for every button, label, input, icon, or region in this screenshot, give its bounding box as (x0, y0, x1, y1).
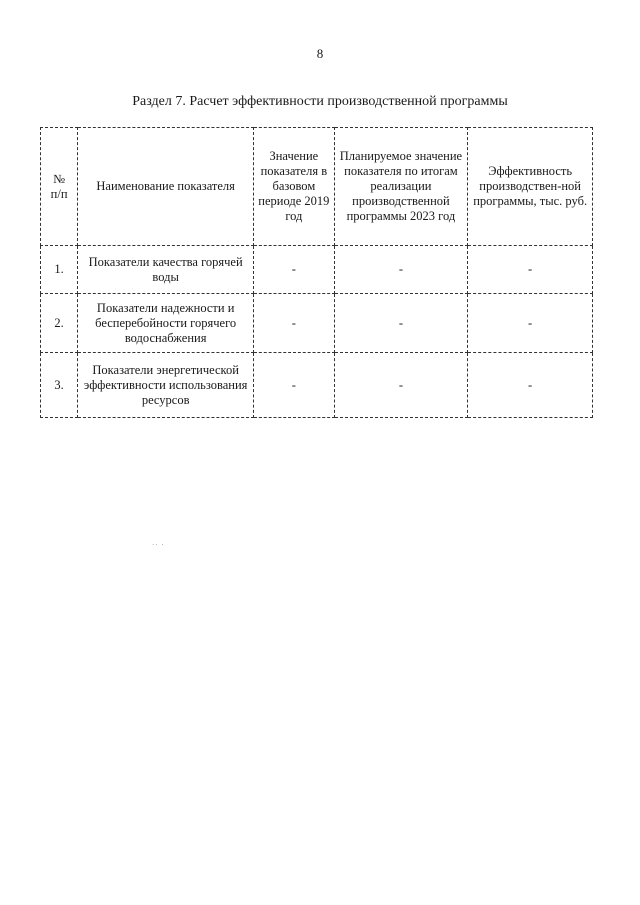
section-title: Раздел 7. Расчет эффективности производственной программы (132, 94, 508, 109)
row-efficiency: - (468, 294, 593, 353)
row-base-value: - (254, 294, 334, 353)
row-num: 1. (41, 246, 78, 294)
efficiency-table (40, 127, 593, 418)
row-planned-value: - (334, 353, 468, 418)
table-row (41, 246, 593, 294)
header-base-value: Значение показателя в базовом периоде 2019 год (254, 128, 334, 246)
header-efficiency: Эффективность производствен-ной программы, тыс. руб. (468, 128, 593, 246)
table-header-row (41, 128, 593, 246)
row-name: Показатели качества горячей воды (78, 246, 254, 294)
table-body (41, 246, 593, 418)
row-base-value: - (254, 246, 334, 294)
row-num: 2. (41, 294, 78, 353)
header-num: № п/п (41, 128, 78, 246)
row-name: Показатели энергетической эффективности использования ресурсов (78, 353, 254, 418)
row-num: 3. (41, 353, 78, 418)
row-efficiency: - (468, 246, 593, 294)
row-efficiency: - (468, 353, 593, 418)
page-number: 8 (316, 46, 324, 61)
header-name: Наименование показателя (78, 128, 254, 246)
row-base-value: - (254, 353, 334, 418)
row-planned-value: - (334, 246, 468, 294)
row-planned-value: - (334, 294, 468, 353)
table-row (41, 353, 593, 418)
row-name: Показатели надежности и бесперебойности горячего водоснабжения (78, 294, 254, 353)
stray-mark: ·· · (152, 541, 165, 549)
table-header (41, 128, 593, 246)
table-row (41, 294, 593, 353)
header-planned-value: Планируемое значение показателя по итогам реализации производственной программы 2023 год (334, 128, 468, 246)
